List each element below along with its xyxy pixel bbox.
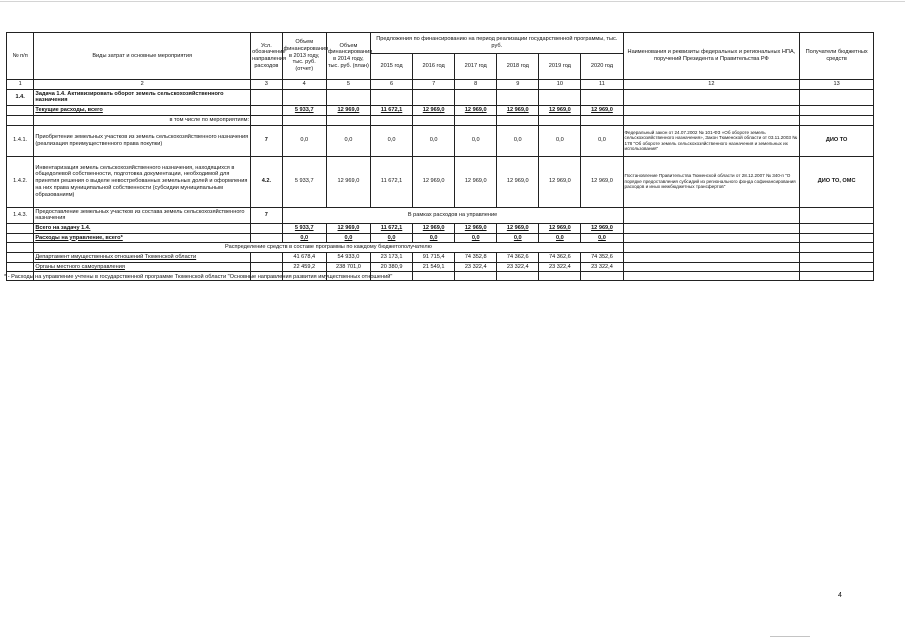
current-v2013: 5 933,7 (282, 106, 326, 116)
col-number: 11 (581, 80, 623, 90)
total-y2015: 11 672,1 (371, 223, 413, 233)
page-number: 4 (838, 592, 842, 599)
dept-v2014: 54 933,0 (326, 253, 370, 263)
total-v2014: 12 969,0 (326, 223, 370, 233)
row-1-4-2 (7, 156, 874, 207)
total-y2018: 12 969,0 (497, 223, 539, 233)
col-number: 6 (371, 80, 413, 90)
dept-y2020: 74 352,6 (581, 253, 623, 263)
col-number: 8 (455, 80, 497, 90)
dept-y2015: 23 173,1 (371, 253, 413, 263)
header-row-1 (7, 33, 874, 54)
dept-name: Департамент имущественных отношений Тюменской области (34, 253, 251, 263)
col-number: 3 (251, 80, 283, 90)
mgmt-v2014: 0,0 (326, 233, 370, 243)
total-row (7, 223, 874, 233)
row-y2016: 0,0 (413, 125, 455, 156)
current-y2017: 12 969,0 (455, 106, 497, 116)
current-y2016: 12 969,0 (413, 106, 455, 116)
oms-row (7, 262, 874, 272)
total-y2019: 12 969,0 (539, 223, 581, 233)
task-num: 1.4. (7, 89, 34, 105)
col-number: 7 (413, 80, 455, 90)
row-name: Предоставление земельных участков из состава земель сельскохозяйственного назначения (34, 207, 251, 223)
mgmt-y2016: 0,0 (413, 233, 455, 243)
footnote: * - Расходы на управление учтены в государственной программе Тюменской области "Основные направления развития имущественных отношений" (4, 274, 393, 280)
col-number: 5 (326, 80, 370, 90)
oms-y2018: 23 322,4 (497, 262, 539, 272)
col-number: 12 (623, 80, 800, 90)
mgmt-y2019: 0,0 (539, 233, 581, 243)
current-y2018: 12 969,0 (497, 106, 539, 116)
row-v2014: 12 969,0 (326, 156, 370, 207)
row-y2017: 0,0 (455, 125, 497, 156)
row-recipient: ДИО ТО (800, 125, 874, 156)
column-number-row (7, 80, 874, 90)
mgmt-name: Расходы на управление, всего* (34, 233, 251, 243)
oms-y2020: 23 322,4 (581, 262, 623, 272)
header-year: 2015 год (371, 54, 413, 80)
dept-y2018: 74 362,6 (497, 253, 539, 263)
row-name: Инвентаризация земель сельскохозяйственного назначения, находящихся в общедолевой собственности, подготовка документации, необходимой для принятия решения о выделе невостребованных земельных долей и оформления на них права муниципальной собственности (субсидии муниципальным образованиям) (34, 156, 251, 207)
header-npa: Наименования и реквизиты федеральных и региональных НПА, поручений Президента и Правительства РФ (623, 33, 800, 80)
mgmt-v2013: 0,0 (282, 233, 326, 243)
oms-v2014: 238 701,0 (326, 262, 370, 272)
incl-label: в том числе по мероприятиям: (34, 115, 251, 125)
task-row (7, 89, 874, 105)
incl-row (7, 115, 874, 125)
current-y2015: 11 672,1 (371, 106, 413, 116)
col-number: 4 (282, 80, 326, 90)
distribution-label: Распределение средств в составе программы по каждому бюджетополучателю (34, 243, 623, 253)
header-year: 2018 год (497, 54, 539, 80)
dept-y2016: 91 715,4 (413, 253, 455, 263)
row-code: 7 (251, 125, 283, 156)
current-y2019: 12 969,0 (539, 106, 581, 116)
header-recipients: Получатели бюджетных средств (800, 33, 874, 80)
header-name: Виды затрат и основные мероприятия (34, 33, 251, 80)
total-y2020: 12 969,0 (581, 223, 623, 233)
row-y2015: 0,0 (371, 125, 413, 156)
oms-name: Органы местного самоуправления (34, 262, 251, 272)
row-y2019: 0,0 (539, 125, 581, 156)
current-y2020: 12 969,0 (581, 106, 623, 116)
total-y2017: 12 969,0 (455, 223, 497, 233)
row-y2020: 12 969,0 (581, 156, 623, 207)
row-y2020: 0,0 (581, 125, 623, 156)
row-npa: Федеральный закон от 24.07.2002 № 101-ФЗ «Об обороте земель сельскохозяйственного назначения», Закон Тюменской области от 03.11.2003 № 178 "Об обороте земель сельскохозяйственного назначения и земельных их использования" (623, 125, 800, 156)
col-number: 13 (800, 80, 874, 90)
oms-v2013: 22 459,2 (282, 262, 326, 272)
header-code: Усл. обозначение направления расходов (251, 33, 283, 80)
header-vol2014: Объем финансирования в 2014 году, тыс. руб. (план) (326, 33, 370, 80)
dept-y2017: 74 352,8 (455, 253, 497, 263)
row-1-4-1 (7, 125, 874, 156)
header-vol2013: Объем финансирования в 2013 году, тыс. руб. (отчет) (282, 33, 326, 80)
oms-y2019: 23 322,4 (539, 262, 581, 272)
row-num: 1.4.2. (7, 156, 34, 207)
row-code: 7 (251, 207, 283, 223)
row-v2014: 0,0 (326, 125, 370, 156)
oms-y2015: 20 380,9 (371, 262, 413, 272)
header-year: 2016 год (413, 54, 455, 80)
row-y2016: 12 969,0 (413, 156, 455, 207)
row-v2013: 0,0 (282, 125, 326, 156)
oms-y2016: 21 549,1 (413, 262, 455, 272)
dept-v2013: 41 678,4 (282, 253, 326, 263)
current-v2014: 12 969,0 (326, 106, 370, 116)
mgmt-y2017: 0,0 (455, 233, 497, 243)
row-within-management: В рамках расходов на управление (282, 207, 623, 223)
distribution-row (7, 243, 874, 253)
row-y2017: 12 969,0 (455, 156, 497, 207)
row-npa: Постановление Правительства Тюменской области от 28.12.2007 № 340-п "О порядке предоставления субсидий из регионального фонда софинансирования расходов и иных межбюджетных трансфертов" (623, 156, 800, 207)
mgmt-y2015: 0,0 (371, 233, 413, 243)
row-num: 1.4.3. (7, 207, 34, 223)
row-y2015: 11 672,1 (371, 156, 413, 207)
mgmt-y2020: 0,0 (581, 233, 623, 243)
row-y2018: 0,0 (497, 125, 539, 156)
total-y2016: 12 969,0 (413, 223, 455, 233)
row-code: 4.2. (251, 156, 283, 207)
total-v2013: 5 933,7 (282, 223, 326, 233)
current-name: Текущие расходы, всего (34, 106, 251, 116)
total-name: Всего на задачу 1.4. (34, 223, 251, 233)
col-number: 2 (34, 80, 251, 90)
header-year: 2020 год (581, 54, 623, 80)
col-number: 10 (539, 80, 581, 90)
row-y2019: 12 969,0 (539, 156, 581, 207)
oms-y2017: 23 322,4 (455, 262, 497, 272)
header-year: 2017 год (455, 54, 497, 80)
row-1-4-3 (7, 207, 874, 223)
row-recipient: ДИО ТО, ОМС (800, 156, 874, 207)
current-expenses-row (7, 106, 874, 116)
col-number: 9 (497, 80, 539, 90)
header-proposals: Предложения по финансированию на период реализации государственной программы, тыс. руб. (371, 33, 624, 54)
header-year: 2019 год (539, 54, 581, 80)
col-number: 1 (7, 80, 34, 90)
financing-table (6, 32, 874, 281)
scan-edge-line (0, 1, 905, 2)
department-row (7, 253, 874, 263)
header-num: № п/п (7, 33, 34, 80)
row-y2018: 12 969,0 (497, 156, 539, 207)
dept-y2019: 74 362,6 (539, 253, 581, 263)
row-name: Приобретение земельных участков из земель сельскохозяйственного назначения (реализация преимущественного права покупки) (34, 125, 251, 156)
task-name: Задача 1.4. Активизировать оборот земель сельскохозяйственного назначения (34, 89, 251, 105)
management-row (7, 233, 874, 243)
scan-edge-line (770, 636, 810, 637)
mgmt-y2018: 0,0 (497, 233, 539, 243)
row-v2013: 5 933,7 (282, 156, 326, 207)
row-num: 1.4.1. (7, 125, 34, 156)
